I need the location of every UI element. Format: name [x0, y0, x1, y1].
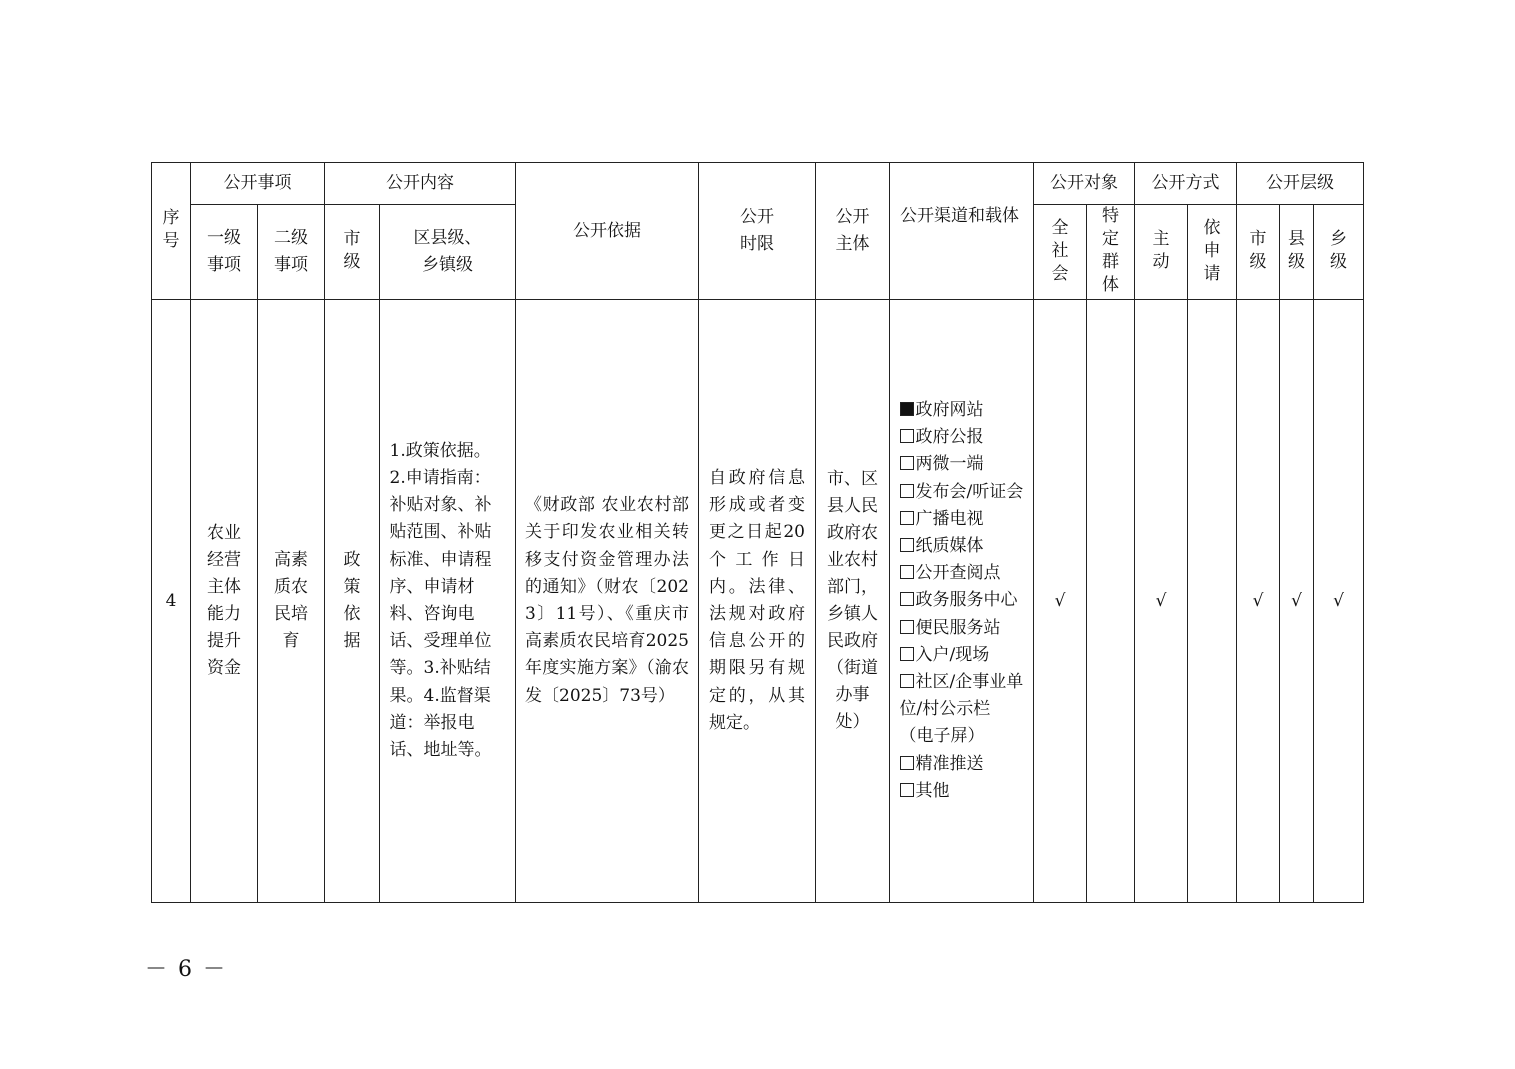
checkbox-empty-icon [900, 538, 914, 552]
header-level-group: 公开层级 [1237, 163, 1364, 205]
cell-deadline-text: 自政府信息形成或者变更之日起20个工作日内。法律、法规对政府信息公开的期限另有规定的，从其规定。 [709, 467, 805, 733]
checkbox-empty-icon [900, 592, 914, 606]
cell-channels [890, 300, 1034, 903]
channel-option-label: 广播电视 [915, 508, 984, 529]
channel-option [900, 751, 1024, 778]
channel-option [900, 533, 1024, 560]
channel-option [900, 397, 1024, 424]
table-row [152, 300, 1364, 903]
cell-matter-l1 [191, 300, 258, 903]
header-level-city [1237, 205, 1280, 300]
channel-option-label: 公开查阅点 [915, 563, 1001, 584]
cell-content-city [325, 300, 380, 903]
cell-level-county: √ [1280, 300, 1314, 903]
header-channel [890, 163, 1034, 300]
header-row-1 [152, 163, 1364, 205]
cell-content-city-text: 政策依据 [343, 550, 361, 651]
header-target-group: 公开对象 [1034, 163, 1135, 205]
channel-checkbox-list [900, 397, 1024, 805]
channel-option-label: 精准推送 [915, 753, 984, 774]
cell-matter-l1-text: 农业经营主体能力提升资金 [206, 523, 241, 678]
cell-mode-request [1188, 300, 1237, 903]
header-subject [816, 163, 890, 300]
channel-option-label: 政务服务中心 [915, 590, 1018, 611]
cell-matter-l2-text: 高素质农民培育 [273, 550, 308, 651]
header-subject-text: 公开主体 [835, 207, 870, 254]
cell-mode-active: √ [1135, 300, 1188, 903]
header-target-all-text: 全社会 [1051, 217, 1069, 284]
header-mode-group: 公开方式 [1135, 163, 1237, 205]
checkbox-empty-icon [900, 429, 914, 443]
header-level-county-text: 县级 [1287, 229, 1305, 272]
cell-subject-text: 市、区县人民政府农业农村部门，乡镇人民政府（街道办事处） [827, 469, 878, 732]
header-deadline [699, 163, 816, 300]
channel-option [900, 778, 1024, 805]
cell-level-city: √ [1237, 300, 1280, 903]
checkbox-empty-icon [900, 674, 914, 688]
checkbox-empty-icon [900, 484, 914, 498]
header-level-town [1314, 205, 1364, 300]
header-mode-active-text: 主动 [1152, 229, 1170, 272]
channel-option [900, 451, 1024, 478]
cell-target-all: √ [1034, 300, 1087, 903]
page-number: － 6 － [145, 957, 227, 982]
checkbox-checked-icon [900, 402, 914, 416]
header-basis: 公开依据 [516, 163, 699, 300]
channel-option-label: 政府网站 [915, 399, 984, 420]
channel-option-label: 纸质媒体 [915, 535, 984, 556]
disclosure-table [151, 162, 1364, 903]
header-deadline-text: 公开时限 [739, 207, 774, 254]
channel-option-label: 便民服务站 [915, 617, 1001, 638]
header-matter-group: 公开事项 [191, 163, 325, 205]
checkbox-empty-icon [900, 620, 914, 634]
header-channel-text: 公开渠道和载体 [900, 206, 1019, 226]
cell-seq: 4 [152, 300, 191, 903]
header-content-city [325, 205, 380, 300]
cell-basis [516, 300, 699, 903]
checkbox-empty-icon [900, 456, 914, 470]
channel-option-label: 发布会/听证会 [915, 481, 1024, 502]
header-matter-l2-text: 二级事项 [273, 228, 308, 275]
header-mode-request-text: 依申请 [1203, 217, 1221, 284]
channel-option [900, 560, 1024, 587]
cell-matter-l2 [258, 300, 325, 903]
channel-option-label: 政府公报 [915, 427, 984, 448]
header-target-specific-text: 特定群体 [1101, 206, 1119, 295]
header-level-city-text: 市级 [1249, 229, 1267, 272]
channel-option-label: 入户/现场 [915, 644, 990, 665]
header-matter-l2 [258, 205, 325, 300]
checkbox-empty-icon [900, 647, 914, 661]
header-mode-active [1135, 205, 1188, 300]
checkbox-empty-icon [900, 783, 914, 797]
header-content-city-text: 市级 [343, 229, 361, 272]
cell-target-specific [1087, 300, 1135, 903]
header-level-town-text: 乡级 [1329, 229, 1347, 272]
header-seq [152, 163, 191, 300]
header-content-district [380, 205, 516, 300]
checkbox-empty-icon [900, 511, 914, 525]
channel-option [900, 424, 1024, 451]
cell-basis-text: 《财政部 农业农村部关于印发农业相关转移支付资金管理办法的通知》（财农〔2023〕11号）、《重庆市高素质农民培育2025年度实施方案》（渝农发〔2025〕73号） [525, 495, 689, 706]
cell-deadline [699, 300, 816, 903]
header-content-group: 公开内容 [325, 163, 516, 205]
channel-option [900, 642, 1024, 669]
channel-option-label: 其他 [915, 780, 950, 801]
channel-option-label: 社区/企事业单位/村公示栏（电子屏） [899, 672, 1024, 747]
channel-option [900, 506, 1024, 533]
cell-content-district-text: 1.政策依据。2.申请指南：补贴对象、补贴范围、补贴标准、申请程序、申请材料、咨询电话、受理单位等。3.补贴结果。4.监督渠道：举报电话、地址等。 [389, 440, 492, 761]
header-content-district-text: 区县级、乡镇级 [413, 228, 482, 275]
header-mode-request [1188, 205, 1237, 300]
header-target-specific [1087, 205, 1135, 300]
disclosure-table-wrapper [151, 162, 1364, 895]
header-target-all [1034, 205, 1087, 300]
channel-option-label: 两微一端 [915, 454, 984, 475]
header-seq-text: 序号 [162, 208, 180, 251]
cell-content-district [380, 300, 516, 903]
cell-subject [816, 300, 890, 903]
channel-option [900, 615, 1024, 642]
channel-option [900, 669, 1024, 751]
header-level-county [1280, 205, 1314, 300]
cell-level-town: √ [1314, 300, 1364, 903]
checkbox-empty-icon [900, 756, 914, 770]
channel-option [900, 479, 1024, 506]
header-matter-l1 [191, 205, 258, 300]
channel-option [900, 587, 1024, 614]
checkbox-empty-icon [900, 565, 914, 579]
header-matter-l1-text: 一级事项 [206, 228, 241, 275]
